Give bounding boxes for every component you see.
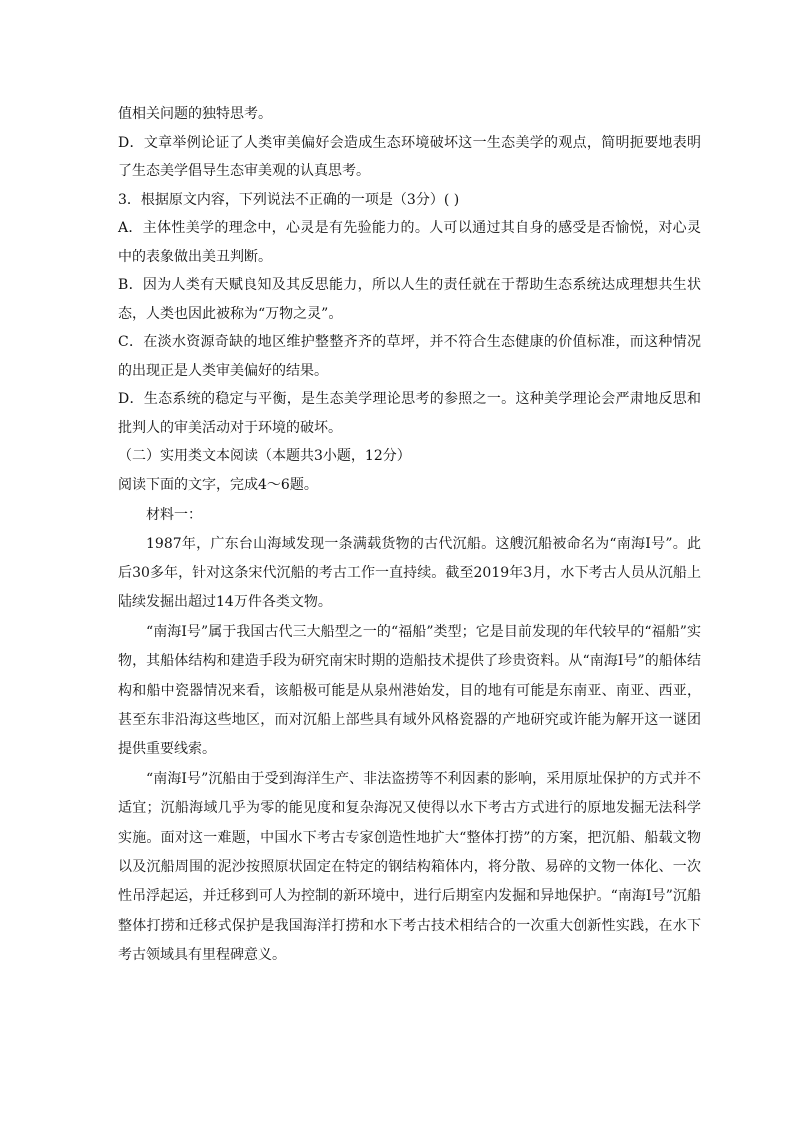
material-paragraph: “南海Ⅰ号”沉船由于受到海洋生产、非法盗捞等不利因素的影响，采用原址保护的方式并不适宜；沉船海域几乎为零的能见度和复杂海况又使得以水下考古方式进行的原地发掘无法科学实施。面对这一难题，中国水下考古专家创造性地扩大“整体打捞”的方案，把沉船、船载文物以及沉船周围的泥沙按照原状固定在特定的钢结构箱体内，将分散、易碎的文物一体化、一次性吊浮起运，并迁移到可人为控制的新环境中，进行后期室内发掘和异地保护。“南海Ⅰ号”沉船整体打捞和迁移式保护是我国海洋打捞和水下考古技术相结合的一次重大创新性实践，在水下考古领域具有里程碑意义。 (118, 770, 701, 964)
option-b-q3: B．因为人类有天赋良知及其反思能力，所以人生的责任就在于帮助生态系统达成理想共生状态，人类也因此被称为“万物之灵”。 (118, 277, 701, 322)
option-a-q3: A．主体性美学的理念中，心灵是有先验能力的。人可以通过其自身的感受是否愉悦，对心灵中的表象做出美丑判断。 (118, 220, 701, 265)
document-body (118, 100, 701, 971)
instruction-text: 阅读下面的文字，完成4～6题。 (118, 476, 318, 493)
section-heading: （二）实用类文本阅读（本题共3小题，12分） (118, 448, 411, 464)
question-3: 3．根据原文内容，下列说法不正确的一项是（3分）( ) (118, 191, 460, 208)
material-paragraph: 1987年，广东台山海域发现一条满载货物的古代沉船。这艘沉船被命名为“南海Ⅰ号”。此后30多年，针对这条宋代沉船的考古工作一直持续。截至2019年3月，水下考古人员从沉船上陆续发掘出超过14万件各类文物。 (118, 535, 701, 611)
option-d-q3: D．生态系统的稳定与平衡，是生态美学理论思考的参照之一。这种美学理论会严肃地反思和批判人的审美活动对于环境的破坏。 (118, 391, 701, 436)
material-label: 材料一： (146, 507, 202, 523)
option-d-q2: D．文章举例论证了人类审美偏好会造成生态环境破坏这一生态美学的观点，简明扼要地表明了生态美学倡导生态审美观的认真思考。 (118, 134, 701, 179)
option-c-q3: C．在淡水资源奇缺的地区维护整整齐齐的草坪，并不符合生态健康的价值标准，而这种情况的出现正是人类审美偏好的结果。 (118, 334, 701, 379)
continued-option-text: 值相关问题的独特思考。 (118, 106, 272, 122)
material-paragraph: “南海Ⅰ号”属于我国古代三大船型之一的“福船”类型；它是目前发现的年代较早的“福船”实物，其船体结构和建造手段为研究南宋时期的造船技术提供了珍贵资料。从“南海Ⅰ号”的船体结构和船中瓷器情况来看，该船极可能是从泉州港始发，目的地有可能是东南亚、南亚、西亚，甚至东非沿海这些地区，而对沉船上部些具有域外风格瓷器的产地研究或许能为解开这一谜团提供重要线索。 (118, 623, 701, 758)
